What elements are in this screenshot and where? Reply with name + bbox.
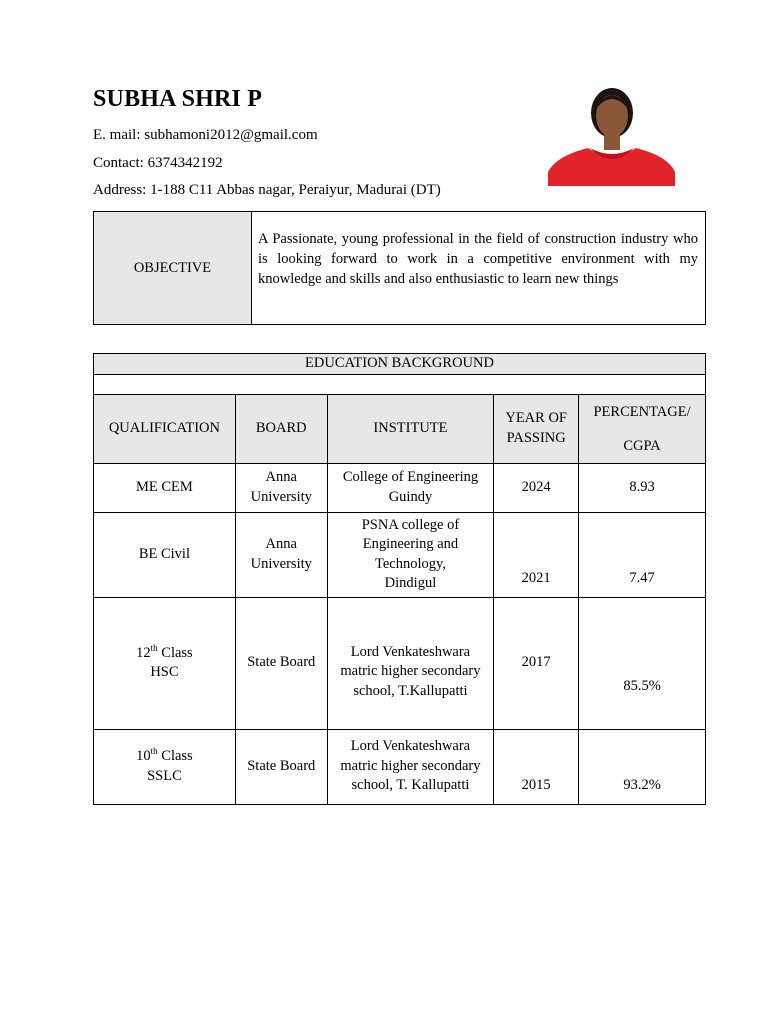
candidate-name: SUBHA SHRI P — [93, 86, 263, 112]
qualification-cell: ME CEM — [94, 463, 236, 512]
header-year-line2: PASSING — [506, 429, 566, 446]
contact-line: Contact: 6374342192 — [93, 155, 223, 171]
qualification-number: 12 — [136, 644, 151, 661]
qualification-word: Class — [157, 748, 193, 764]
header-year — [494, 394, 579, 463]
qualification-suffix: th — [150, 642, 158, 653]
objective-table — [93, 211, 706, 325]
qualification-cell — [94, 597, 236, 729]
institute-line: school, T.Kallupatti — [353, 682, 468, 699]
board-line: University — [250, 488, 312, 505]
header-pct-line2: CGPA — [623, 437, 661, 454]
education-table — [93, 353, 706, 805]
score-cell: 7.47 — [579, 512, 706, 597]
institute-cell — [327, 597, 494, 729]
board-cell: State Board — [235, 729, 327, 804]
header-year-line1: YEAR OF — [505, 410, 567, 426]
board-line: Anna — [265, 536, 297, 552]
institute-line: matric higher secondary — [340, 663, 481, 680]
board-cell — [235, 512, 327, 597]
institute-line: College of Engineering — [342, 469, 479, 485]
blank-row — [94, 374, 706, 394]
objective-label: OBJECTIVE — [94, 212, 252, 325]
header-institute: INSTITUTE — [327, 394, 494, 463]
table-row — [94, 597, 706, 729]
institute-line: PSNA college of — [361, 516, 460, 533]
institute-line: Lord Venkateshwara — [350, 738, 471, 755]
year-cell: 2024 — [494, 463, 579, 512]
institute-line: Dindigul — [384, 575, 437, 591]
institute-line: school, T. Kallupatti — [351, 777, 470, 794]
address-line: Address: 1-188 C11 Abbas nagar, Peraiyur, Madurai (DT) — [93, 182, 441, 198]
institute-cell — [327, 512, 494, 597]
table-header-row — [94, 394, 706, 463]
objective-text: A Passionate, young professional in the field of construction industry who is looking forward to work in a competitive environment with my knowledge and skills and also enthusiastic to learn new things — [252, 212, 706, 325]
board-cell — [235, 463, 327, 512]
qualification-sub: SSLC — [147, 767, 182, 784]
institute-line: matric higher secondary — [340, 757, 481, 774]
qualification-line — [97, 747, 232, 767]
header-pct-line1: PERCENTAGE/ — [593, 403, 691, 420]
education-title: EDUCATION BACKGROUND — [94, 354, 706, 375]
qualification-number: 10 — [136, 748, 151, 764]
score-cell: 93.2% — [579, 729, 706, 804]
email-line: E. mail: subhamoni2012@gmail.com — [93, 127, 318, 143]
institute-line: Technology, — [374, 555, 446, 572]
institute-cell — [327, 729, 494, 804]
institute-cell — [327, 463, 494, 512]
institute-line: Guindy — [388, 488, 433, 505]
qualification-cell — [94, 729, 236, 804]
table-row — [94, 729, 706, 804]
board-cell: State Board — [235, 597, 327, 729]
board-line: Anna — [265, 469, 297, 485]
qualification-suffix: th — [150, 746, 158, 756]
institute-line: Lord Venkateshwara — [350, 643, 471, 660]
qualification-line — [97, 644, 232, 664]
qualification-sub: HSC — [150, 664, 179, 680]
header-percentage — [579, 394, 706, 463]
profile-photo — [548, 86, 675, 186]
score-cell: 85.5% — [579, 597, 706, 729]
institute-line: Engineering and — [362, 536, 459, 552]
score-cell: 8.93 — [579, 463, 706, 512]
year-cell: 2017 — [494, 597, 579, 729]
table-row — [94, 463, 706, 512]
year-cell: 2021 — [494, 512, 579, 597]
table-row — [94, 512, 706, 597]
header-qualification: QUALIFICATION — [94, 394, 236, 463]
qualification-word: Class — [157, 644, 193, 661]
header-board: BOARD — [235, 394, 327, 463]
board-line: University — [250, 555, 312, 572]
year-cell: 2015 — [494, 729, 579, 804]
qualification-cell: BE Civil — [94, 512, 236, 597]
